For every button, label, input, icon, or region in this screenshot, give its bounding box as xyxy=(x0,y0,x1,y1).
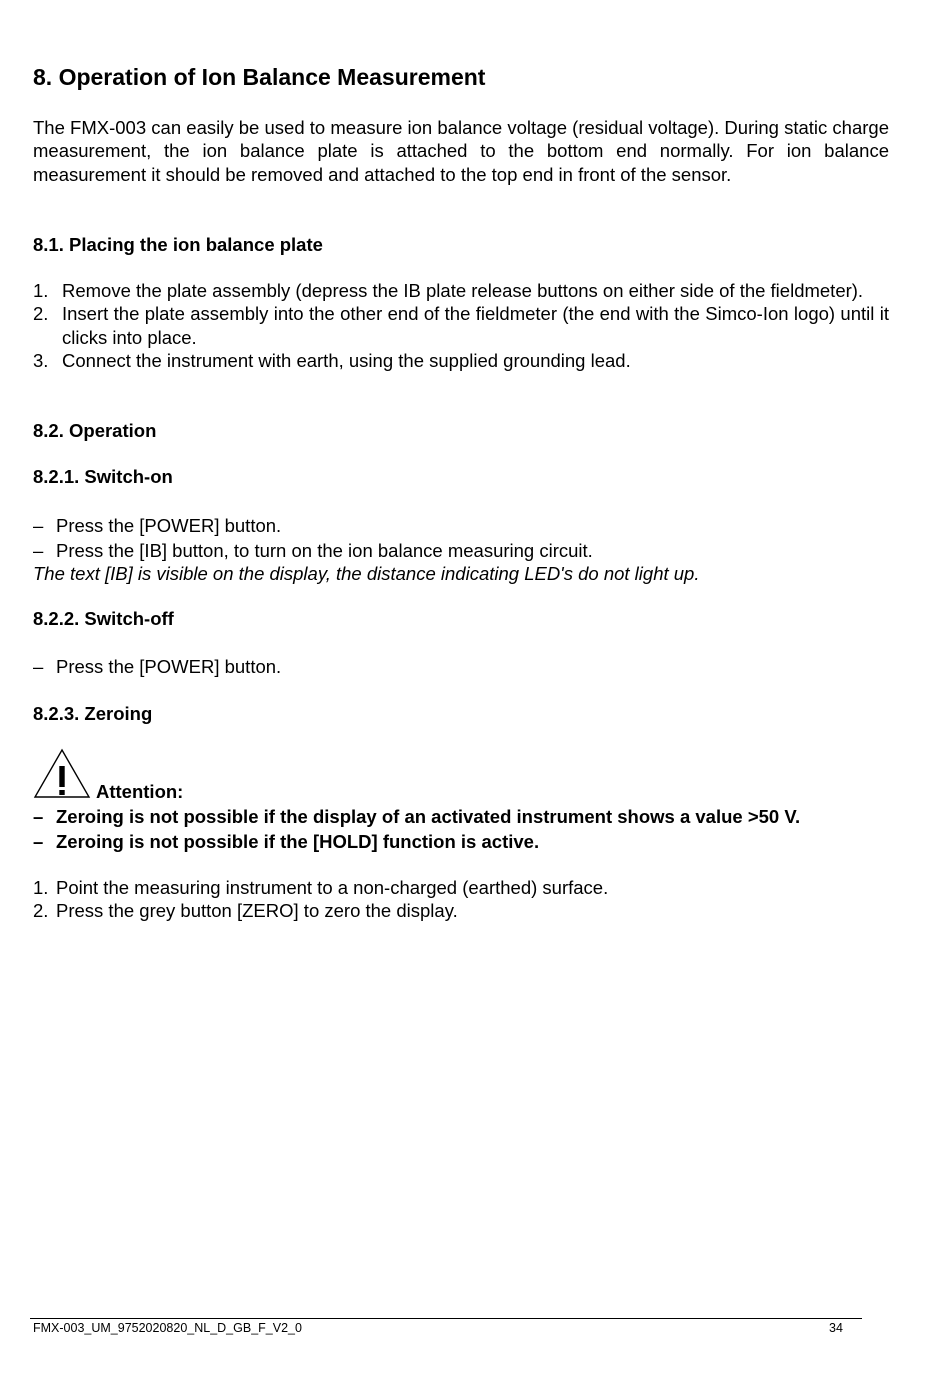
list-item xyxy=(33,349,889,372)
zeroing-warnings-list xyxy=(33,805,893,854)
plate-steps-list xyxy=(33,279,889,372)
step-text: Press the grey button [ZERO] to zero the display. xyxy=(56,900,458,922)
list-item xyxy=(33,513,889,538)
attention-label: Attention: xyxy=(96,781,184,802)
intro-paragraph: The FMX-003 can easily be used to measure ion balance voltage (residual voltage). During static charge measurement, the ion balance plate is attached to the bottom end normally. For ion balance measurement it should be removed and attached to the top end in front of the sensor. xyxy=(33,117,889,185)
dash-bullet: – xyxy=(33,540,44,561)
list-item xyxy=(33,805,893,830)
list-item xyxy=(33,538,889,563)
section-8-2-2-heading: 8.2.2. Switch-off xyxy=(33,608,174,629)
switch-off-list xyxy=(33,655,889,678)
list-item xyxy=(33,830,893,855)
page-number: 34 xyxy=(829,1321,843,1335)
warning-text: Zeroing is not possible if the [HOLD] function is active. xyxy=(56,830,540,852)
item-text: Press the [IB] button, to turn on the ion balance measuring circuit. xyxy=(56,540,593,561)
warning-triangle-icon xyxy=(33,748,91,805)
section-8-2-heading: 8.2. Operation xyxy=(33,420,157,441)
item-text: Press the [POWER] button. xyxy=(56,515,282,536)
item-text: Press the [POWER] button. xyxy=(56,656,282,677)
switch-on-list xyxy=(33,513,889,563)
section-8-2-3-heading: 8.2.3. Zeroing xyxy=(33,703,153,724)
dash-bullet: – xyxy=(33,806,44,827)
step-text: Insert the plate assembly into the other end of the fieldmeter (the end with the Simco-Ion logo) until it clicks into place. xyxy=(62,303,889,348)
zeroing-steps-list xyxy=(33,876,889,923)
step-text: Connect the instrument with earth, using the supplied grounding lead. xyxy=(62,349,631,371)
section-8-1-heading: 8.1. Placing the ion balance plate xyxy=(33,234,323,255)
footer-divider xyxy=(30,1318,862,1319)
step-number: 1. xyxy=(33,877,49,898)
step-number: 2. xyxy=(33,900,49,922)
step-number: 1. xyxy=(33,280,49,301)
step-number: 3. xyxy=(33,349,49,371)
footer-doc-id: FMX-003_UM_9752020820_NL_D_GB_F_V2_0 xyxy=(33,1321,302,1335)
dash-bullet: – xyxy=(33,515,44,536)
list-item xyxy=(33,899,889,922)
switch-on-note: The text [IB] is visible on the display, the distance indicating LED's do not light up. xyxy=(33,563,700,584)
step-number: 2. xyxy=(33,303,49,325)
list-item xyxy=(33,876,889,899)
list-item xyxy=(33,279,889,302)
page-title: 8. Operation of Ion Balance Measurement xyxy=(33,64,486,90)
warning-text: Zeroing is not possible if the display of an activated instrument shows a value >50 V. xyxy=(56,806,801,827)
section-8-2-1-heading: 8.2.1. Switch-on xyxy=(33,466,173,487)
step-text: Remove the plate assembly (depress the IB plate release buttons on either side of the fieldmeter). xyxy=(62,280,864,301)
dash-bullet: – xyxy=(33,830,44,852)
step-text: Point the measuring instrument to a non-charged (earthed) surface. xyxy=(56,877,609,898)
dash-bullet: – xyxy=(33,656,44,677)
list-item xyxy=(33,655,889,678)
list-item xyxy=(33,302,889,349)
